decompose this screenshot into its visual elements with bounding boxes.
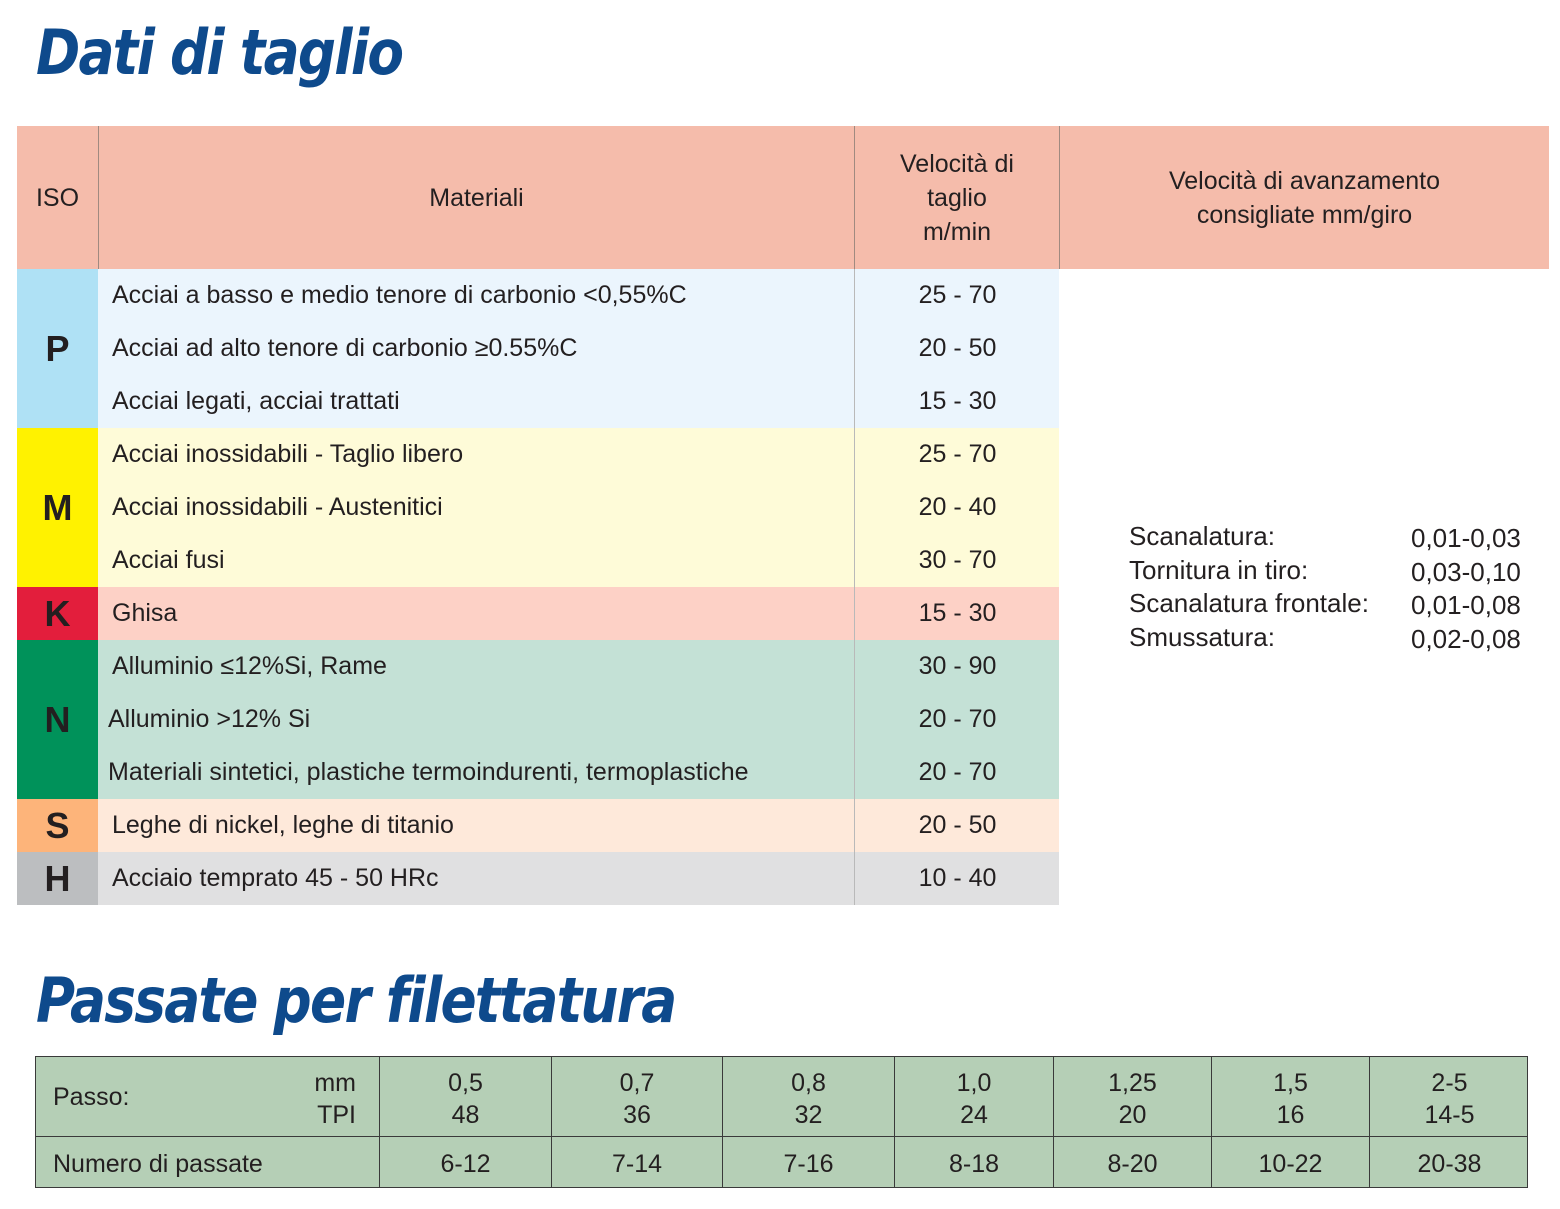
passes-column: [894, 1137, 1053, 1187]
pitch-mm-value: 2-5: [1431, 1069, 1468, 1097]
pitch-column: [1211, 1057, 1369, 1136]
pitch-tpi-value: 36: [623, 1101, 651, 1129]
table-row: [98, 746, 1059, 799]
pitch-column: [722, 1057, 894, 1136]
passes-value: 7-16: [783, 1150, 834, 1178]
iso-group-k: [17, 587, 1059, 640]
passes-value: 6-12: [440, 1150, 491, 1178]
iso-group-h: [17, 852, 1059, 905]
material-name: Alluminio >12% Si: [108, 705, 311, 733]
unit-mm-label: mm: [314, 1069, 356, 1097]
feed-rate-value: 0,01-0,08: [1411, 590, 1521, 620]
material-name: Acciai a basso e medio tenore di carbonio <0,55%C: [112, 281, 687, 309]
pitch-row: [36, 1057, 1527, 1137]
cutting-speed-value: 30 - 70: [854, 534, 1060, 587]
pitch-tpi-value: 32: [794, 1101, 823, 1129]
cutting-speed-value: 20 - 50: [854, 799, 1060, 852]
passes-label: Numero di passate: [53, 1150, 263, 1178]
iso-code-cell: S: [17, 799, 98, 852]
table-row: [98, 428, 1059, 481]
passes-column: [1053, 1137, 1211, 1187]
passes-column: [379, 1137, 551, 1187]
table-row: [98, 640, 1059, 693]
pitch-column: [894, 1057, 1053, 1136]
passes-column: [1211, 1137, 1369, 1187]
material-name: Acciai ad alto tenore di carbonio ≥0.55%C: [112, 334, 578, 362]
cutting-speed-value: 15 - 30: [854, 587, 1060, 640]
unit-tpi-label: TPI: [317, 1101, 356, 1129]
iso-group-n: [17, 640, 1059, 799]
iso-code-cell: N: [17, 640, 98, 799]
feed-operation-label: Scanalatura:: [1129, 521, 1275, 551]
cutting-speed-value: 25 - 70: [854, 428, 1060, 481]
material-name: Materiali sintetici, plastiche termoindurenti, termoplastiche: [108, 758, 749, 786]
pitch-column: [379, 1057, 551, 1136]
iso-code-cell: P: [17, 269, 98, 428]
iso-group-s: [17, 799, 1059, 852]
pitch-column: [551, 1057, 722, 1136]
header-cutting-speed: Velocità di taglio m/min: [854, 126, 1059, 269]
pitch-column: [1053, 1057, 1211, 1136]
pitch-tpi-value: 14-5: [1424, 1101, 1475, 1129]
feed-rate-value: 0,03-0,10: [1411, 556, 1521, 587]
cutting-data-table: [17, 126, 1549, 903]
material-name: Leghe di nickel, leghe di titanio: [112, 811, 454, 839]
table-row: [98, 375, 1059, 428]
passes-value: 7-14: [611, 1150, 663, 1178]
cutting-speed-value: 10 - 40: [854, 852, 1060, 905]
cutting-speed-value: 20 - 50: [854, 322, 1060, 375]
pitch-mm-value: 0,5: [448, 1069, 483, 1097]
iso-group-p: [17, 269, 1059, 428]
pitch-mm-value: 1,5: [1273, 1069, 1308, 1097]
passes-column: [722, 1137, 894, 1187]
pitch-label: Passo:: [53, 1083, 130, 1111]
material-name: Acciai inossidabili - Taglio libero: [112, 440, 464, 468]
passes-value: 8-18: [948, 1150, 1000, 1178]
material-name: Acciai inossidabili - Austenitici: [112, 493, 443, 521]
iso-group-m: [17, 428, 1059, 587]
table-row: [98, 852, 1059, 905]
material-name: Ghisa: [112, 599, 178, 627]
table-row: [98, 534, 1059, 587]
material-name: Alluminio ≤12%Si, Rame: [112, 652, 387, 680]
cutting-speed-value: 15 - 30: [854, 375, 1060, 428]
passes-column: [1369, 1137, 1529, 1187]
pitch-mm-value: 1,25: [1108, 1069, 1157, 1097]
header-materials: Materiali: [98, 126, 854, 269]
header-feed-rate: Velocità di avanzamento consigliate mm/giro: [1059, 126, 1549, 269]
feed-rate-value: 0,01-0,03: [1411, 523, 1521, 553]
header-iso: ISO: [35, 183, 80, 212]
material-name: Acciai fusi: [112, 546, 225, 574]
threading-table: [35, 1056, 1528, 1188]
pitch-mm-value: 0,8: [791, 1069, 826, 1097]
material-name: Acciai legati, acciai trattati: [112, 387, 400, 415]
feed-operation-label: Tornitura in tiro:: [1129, 554, 1309, 585]
iso-code-cell: H: [17, 852, 98, 905]
feed-rate-value: 0,02-0,08: [1411, 623, 1521, 654]
table-header: [17, 126, 1549, 269]
pitch-tpi-value: 24: [960, 1101, 988, 1129]
threading-title: Passate per filettatura: [36, 964, 676, 1037]
pitch-tpi-value: 20: [1118, 1101, 1147, 1129]
pitch-tpi-value: 48: [451, 1101, 480, 1129]
feed-operation-label: Smussatura:: [1129, 621, 1275, 652]
passes-value: 10-22: [1258, 1150, 1323, 1178]
pitch-mm-value: 1,0: [956, 1069, 992, 1097]
iso-code-cell: M: [17, 428, 98, 587]
cutting-speed-value: 20 - 70: [854, 746, 1060, 799]
cutting-data-title: Dati di taglio: [36, 16, 403, 89]
pitch-tpi-value: 16: [1276, 1101, 1305, 1129]
pitch-column: [1369, 1057, 1529, 1136]
passes-column: [551, 1137, 722, 1187]
pitch-mm-value: 0,7: [619, 1069, 655, 1097]
cutting-speed-value: 20 - 40: [854, 481, 1060, 534]
table-row: [98, 269, 1059, 322]
passes-value: 8-20: [1107, 1150, 1158, 1178]
iso-code-cell: K: [17, 587, 98, 640]
table-row: [98, 322, 1059, 375]
passes-value: 20-38: [1417, 1150, 1482, 1178]
feed-operation-label: Scanalatura frontale:: [1129, 588, 1369, 618]
cutting-speed-value: 20 - 70: [854, 693, 1060, 746]
table-row: [98, 587, 1059, 640]
table-row: [98, 799, 1059, 852]
passes-row: [36, 1137, 1527, 1187]
cutting-speed-value: 25 - 70: [854, 269, 1060, 322]
table-row: [98, 481, 1059, 534]
material-name: Acciaio temprato 45 - 50 HRc: [112, 864, 439, 892]
cutting-speed-value: 30 - 90: [854, 640, 1060, 693]
table-row: [98, 693, 1059, 746]
